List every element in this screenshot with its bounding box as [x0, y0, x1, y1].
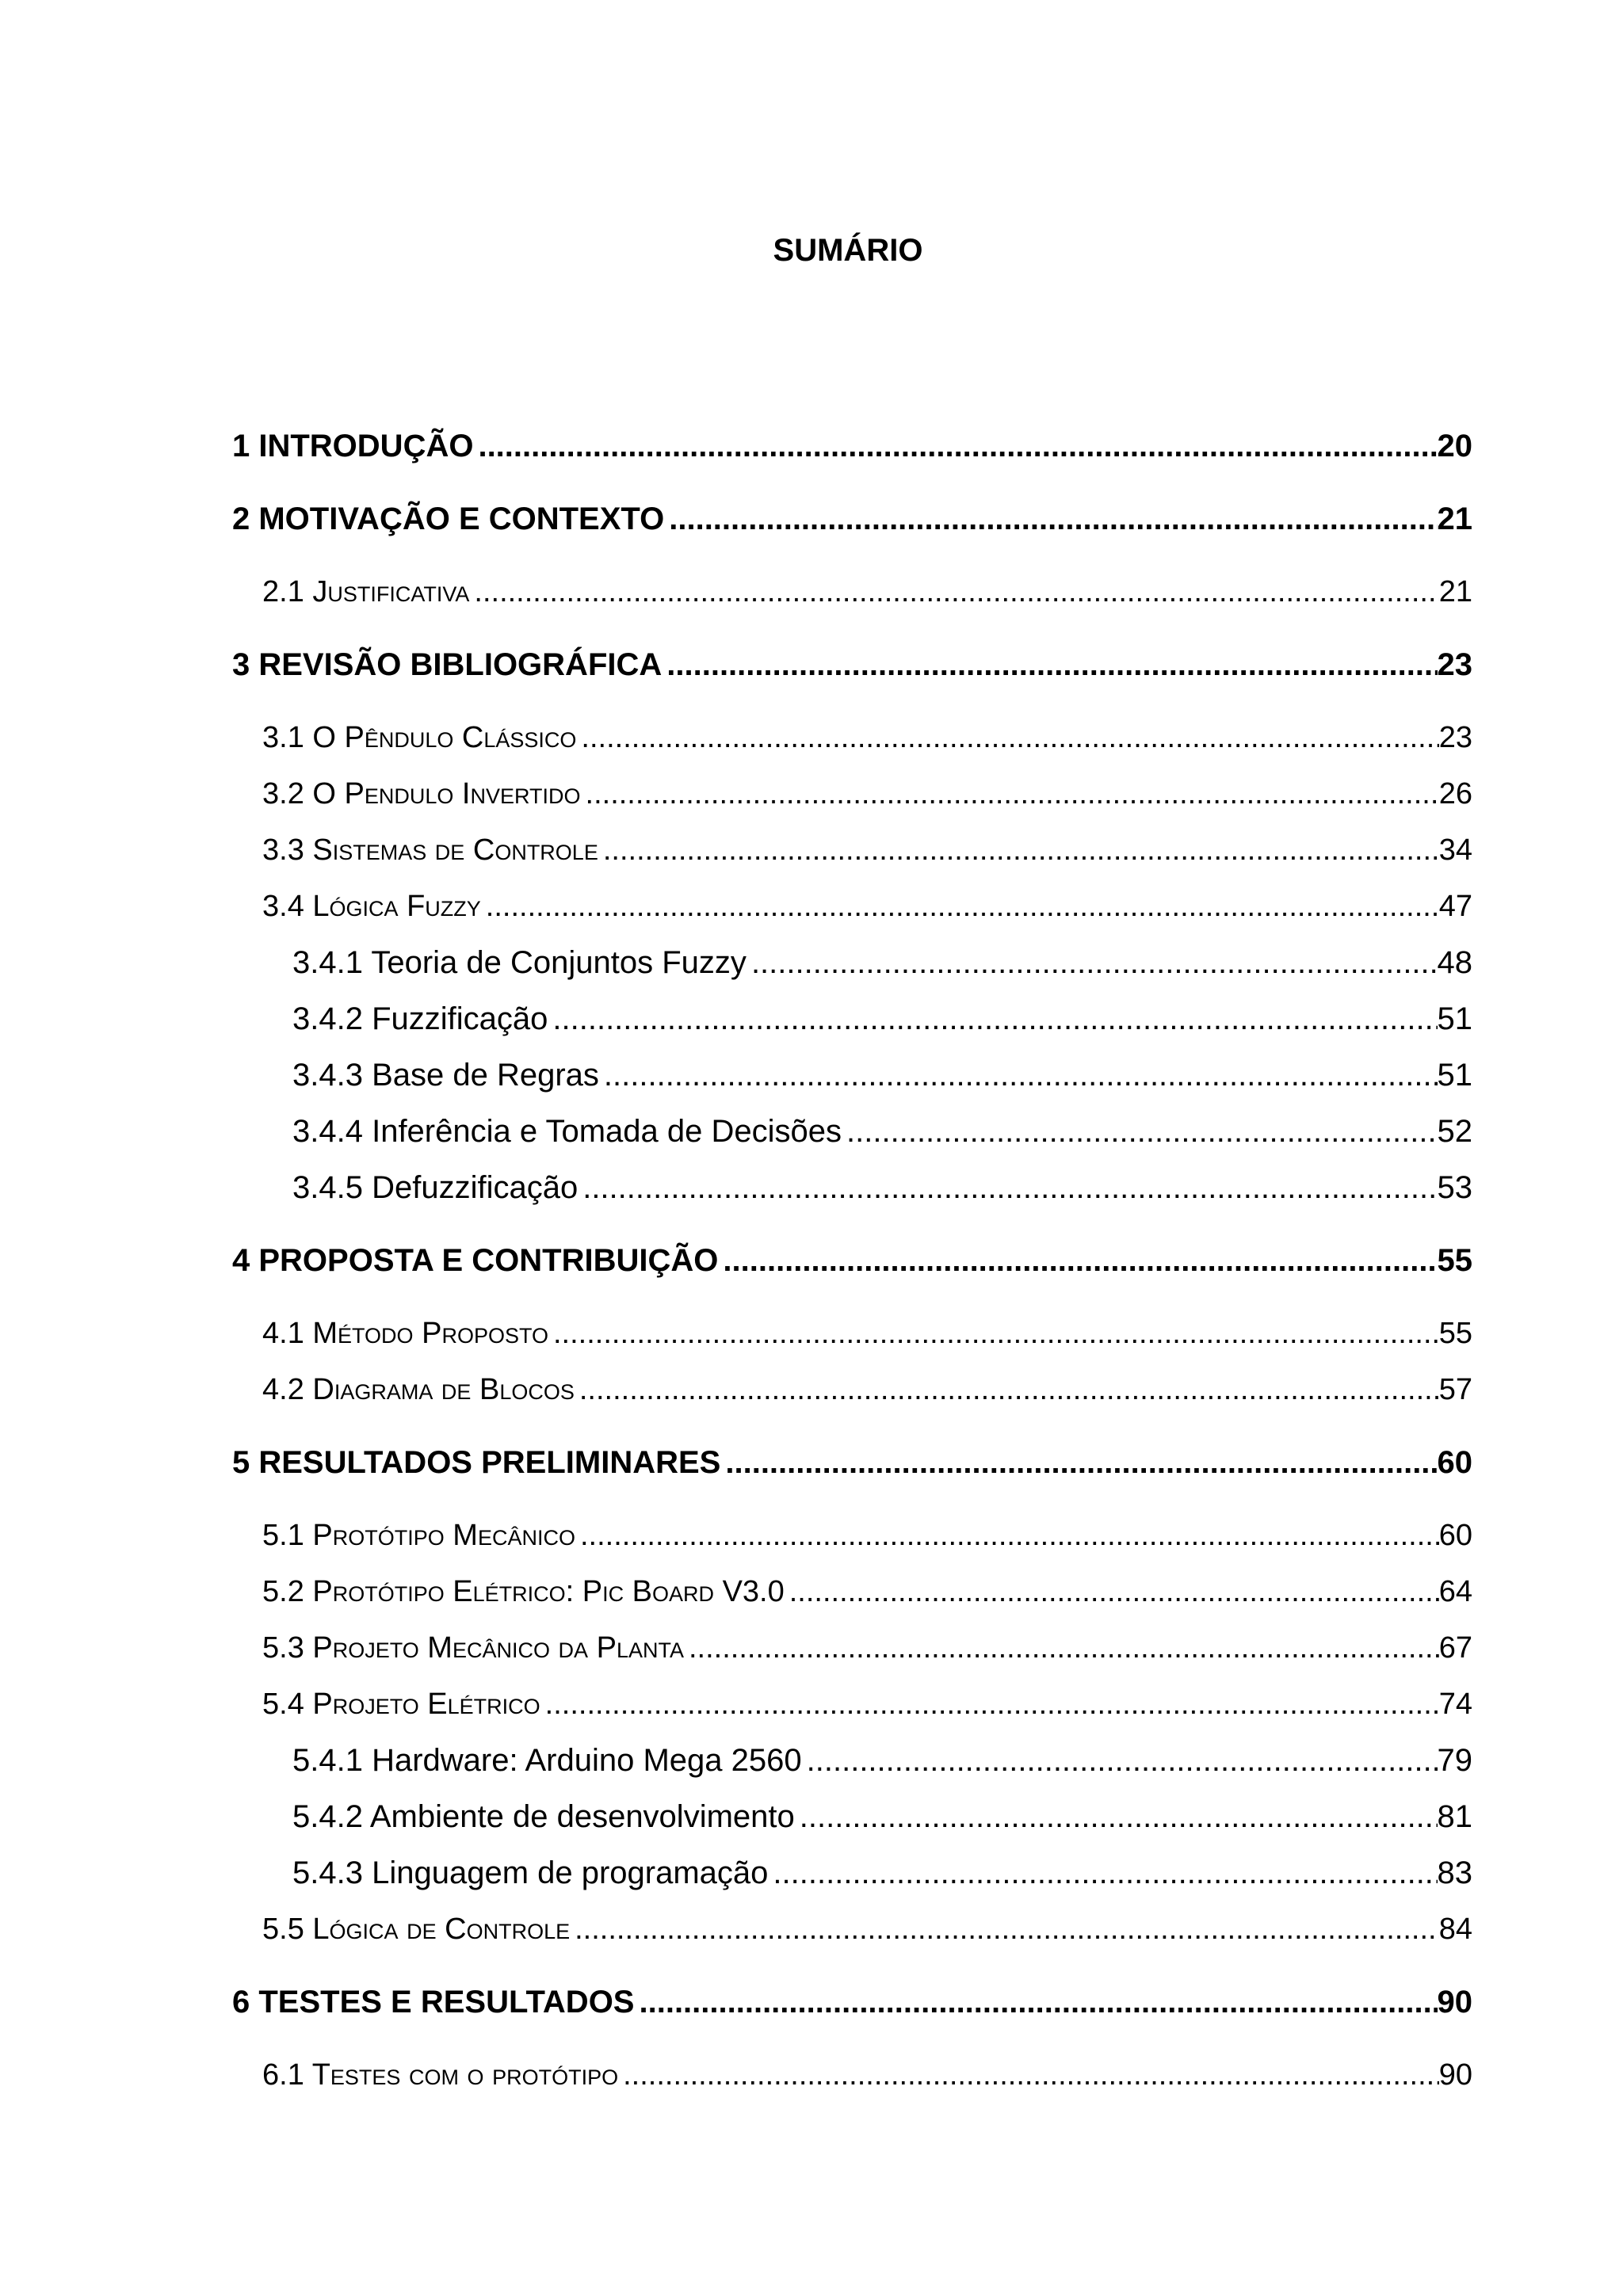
- dot-leader: [603, 829, 1439, 871]
- toc-entry-page: 21: [1437, 502, 1472, 536]
- dot-leader: [725, 1441, 1437, 1484]
- dot-leader: [800, 1795, 1438, 1838]
- dot-leader: [623, 2054, 1439, 2096]
- dot-leader: [579, 1368, 1439, 1411]
- toc-entry-page: 90: [1437, 1985, 1472, 2019]
- toc-entry-page: 67: [1438, 1631, 1472, 1665]
- toc-entry[interactable]: [262, 1570, 1472, 1613]
- toc-entry-page: 34: [1438, 833, 1472, 867]
- toc-entry-page: 81: [1437, 1799, 1472, 1834]
- toc-entry[interactable]: [292, 941, 1472, 984]
- toc-entry-page: 23: [1438, 721, 1472, 754]
- toc-entry-title: 3.4.5 Defuzzificação: [292, 1170, 579, 1205]
- toc-entry-page: 84: [1438, 1913, 1472, 1946]
- toc-entry-title: 3.1 O Pêndulo Clássico: [262, 721, 577, 754]
- toc-entry[interactable]: [262, 570, 1472, 613]
- toc-entry-page: 53: [1437, 1170, 1472, 1205]
- toc-entry-title: 3.3 Sistemas de Controle: [262, 833, 598, 867]
- toc-entry-title: 3.4.4 Inferência e Tomada de Decisões: [292, 1114, 842, 1149]
- toc-entry[interactable]: [232, 643, 1472, 686]
- dot-leader: [846, 1110, 1437, 1153]
- dot-leader: [789, 1570, 1439, 1613]
- toc-entry[interactable]: [262, 772, 1472, 815]
- toc-entry[interactable]: [292, 1166, 1472, 1209]
- toc-entry-page: 57: [1438, 1373, 1472, 1406]
- toc-entry[interactable]: [292, 1795, 1472, 1838]
- dot-leader: [773, 1852, 1437, 1894]
- toc-entry-title: 3.4 Lógica Fuzzy: [262, 890, 481, 923]
- toc-entry-page: 55: [1438, 1317, 1472, 1350]
- dot-leader: [486, 885, 1439, 928]
- toc-entry-title: 4.2 Diagrama de Blocos: [262, 1373, 575, 1406]
- toc-entry-title: 3.4.1 Teoria de Conjuntos Fuzzy: [292, 945, 747, 980]
- toc-entry-title: 5 RESULTADOS PRELIMINARES: [232, 1445, 721, 1480]
- toc-entry-page: 48: [1437, 945, 1472, 980]
- dot-leader: [553, 1312, 1439, 1355]
- toc-entry[interactable]: [232, 1441, 1472, 1484]
- toc-entry-page: 51: [1437, 1001, 1472, 1036]
- toc-entry-title: 5.3 Projeto Mecânico da Planta: [262, 1631, 684, 1665]
- dot-leader: [639, 1981, 1437, 2023]
- toc-entry-title: 2.1 Justificativa: [262, 575, 470, 608]
- dot-leader: [575, 1908, 1439, 1951]
- toc-entry-page: 79: [1437, 1743, 1472, 1778]
- dot-leader: [478, 425, 1437, 467]
- toc-entry[interactable]: [292, 1054, 1472, 1097]
- toc-entry-title: 5.5 Lógica de Controle: [262, 1913, 571, 1946]
- dot-leader: [552, 997, 1437, 1040]
- toc-entry-title: 6 TESTES E RESULTADOS: [232, 1985, 635, 2019]
- toc-entry[interactable]: [292, 1110, 1472, 1153]
- dot-leader: [604, 1054, 1438, 1097]
- toc-entry-page: 47: [1438, 890, 1472, 923]
- dot-leader: [474, 570, 1438, 613]
- dot-leader: [582, 1166, 1437, 1209]
- toc-entry-page: 74: [1438, 1688, 1472, 1721]
- toc-entry[interactable]: [262, 1908, 1472, 1951]
- toc-entry-page: 90: [1438, 2058, 1472, 2092]
- toc-entry[interactable]: [262, 1312, 1472, 1355]
- toc-entry-title: 5.4 Projeto Elétrico: [262, 1688, 540, 1721]
- dot-leader: [689, 1627, 1439, 1669]
- toc-entry[interactable]: [262, 1627, 1472, 1669]
- toc-entry-title: 5.1 Protótipo Mecânico: [262, 1519, 575, 1552]
- toc-entry-title: 3.4.2 Fuzzificação: [292, 1001, 548, 1036]
- toc-entry-title: 3.2 O Pendulo Invertido: [262, 777, 581, 810]
- toc-entry-page: 21: [1438, 575, 1472, 608]
- toc-entry[interactable]: [232, 1981, 1472, 2023]
- dot-leader: [586, 772, 1439, 815]
- toc-entry-title: 3.4.3 Base de Regras: [292, 1058, 599, 1093]
- toc-entry[interactable]: [262, 885, 1472, 928]
- toc-entry-title: 6.1 Testes com o protótipo: [262, 2058, 619, 2092]
- toc-entry-title: 1 INTRODUÇÃO: [232, 429, 474, 463]
- toc-entry-title: 3 REVISÃO BIBLIOGRÁFICA: [232, 647, 663, 682]
- toc-entry[interactable]: [232, 1239, 1472, 1282]
- toc-entry-page: 52: [1437, 1114, 1472, 1149]
- dot-leader: [581, 716, 1438, 759]
- dot-leader: [580, 1514, 1439, 1557]
- toc-entry-page: 26: [1438, 777, 1472, 810]
- dot-leader: [751, 941, 1438, 984]
- dot-leader: [807, 1739, 1438, 1782]
- page-title: SUMÁRIO: [773, 233, 923, 268]
- toc-entry-page: 60: [1437, 1445, 1472, 1480]
- toc-entry-title: 5.4.1 Hardware: Arduino Mega 2560: [292, 1743, 802, 1778]
- toc-entry[interactable]: [232, 498, 1472, 540]
- toc-entry[interactable]: [262, 829, 1472, 871]
- toc-entry[interactable]: [262, 716, 1472, 759]
- dot-leader: [669, 498, 1437, 540]
- toc-entry-page: 20: [1437, 429, 1472, 463]
- toc-entry-title: 5.4.2 Ambiente de desenvolvimento: [292, 1799, 795, 1834]
- toc-entry-page: 83: [1437, 1855, 1472, 1890]
- toc-entry[interactable]: [262, 2054, 1472, 2096]
- toc-entry-page: 60: [1438, 1519, 1472, 1552]
- toc-entry-title: 4 PROPOSTA E CONTRIBUIÇÃO: [232, 1243, 719, 1278]
- toc-entry-page: 23: [1437, 647, 1472, 682]
- dot-leader: [545, 1683, 1439, 1726]
- toc-entry-title: 5.2 Protótipo Elétrico: Pic Board V3.0: [262, 1575, 785, 1608]
- toc-entry[interactable]: [262, 1683, 1472, 1726]
- dot-leader: [723, 1239, 1437, 1282]
- toc-entry[interactable]: [292, 997, 1472, 1040]
- toc-entry-page: 55: [1437, 1243, 1472, 1278]
- dot-leader: [666, 643, 1437, 686]
- toc-entry[interactable]: [262, 1368, 1472, 1411]
- toc-entry-title: 4.1 Método Proposto: [262, 1317, 548, 1350]
- toc-entry-page: 51: [1437, 1058, 1472, 1093]
- toc-entry[interactable]: [292, 1852, 1472, 1894]
- toc-entry[interactable]: [262, 1514, 1472, 1557]
- toc-entry-page: 64: [1438, 1575, 1472, 1608]
- toc-entry[interactable]: [232, 425, 1472, 467]
- toc-entry[interactable]: [292, 1739, 1472, 1782]
- toc-entry-title: 5.4.3 Linguagem de programação: [292, 1855, 769, 1890]
- toc-entry-title: 2 MOTIVAÇÃO E CONTEXTO: [232, 502, 665, 536]
